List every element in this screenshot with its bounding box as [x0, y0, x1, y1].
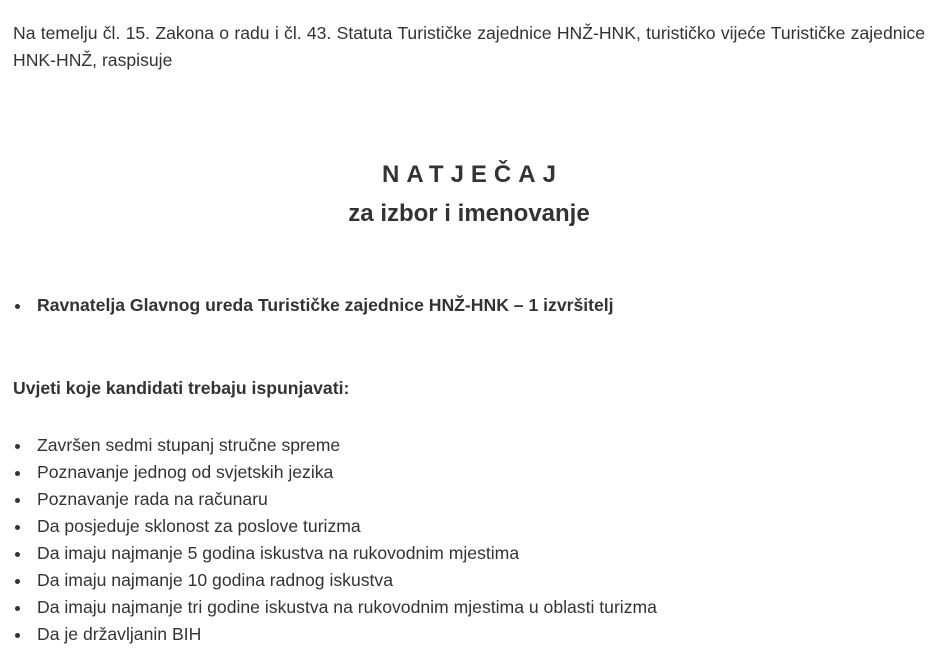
list-item: Da imaju najmanje 5 godina iskustva na rukovodnim mjestima: [13, 540, 925, 567]
announcement-subtitle: za izbor i imenovanje: [348, 200, 590, 227]
list-item: Da imaju najmanje tri godine iskustva na rukovodnim mjestima u oblasti turizma: [13, 594, 925, 621]
list-item-position: Ravnatelja Glavnog ureda Turističke zajednice HNŽ-HNK – 1 izvršitelj: [13, 292, 925, 319]
position-list: [13, 292, 925, 319]
list-item: Poznavanje rada na računaru: [13, 486, 925, 513]
list-item: Da imaju najmanje 10 godina radnog iskustva: [13, 567, 925, 594]
intro-paragraph: Na temelju čl. 15. Zakona o radu i čl. 43. Statuta Turističke zajednice HNŽ-HNK, turističko vijeće Turističke zajednice HNK-HNŽ, raspisuje: [13, 23, 925, 70]
list-item: Završen sedmi stupanj stručne spreme: [13, 432, 925, 459]
list-item: Poznavanje jednog od svjetskih jezika: [13, 459, 925, 486]
announcement-heading: [13, 157, 925, 232]
list-item: Da posjeduje sklonost za poslove turizma: [13, 513, 925, 540]
announcement-title: NATJEČAJ: [382, 161, 563, 188]
list-item: Da je državljanin BIH: [13, 621, 925, 648]
conditions-heading: Uvjeti koje kandidati trebaju ispunjavati:: [13, 378, 350, 398]
conditions-list: [13, 432, 925, 648]
